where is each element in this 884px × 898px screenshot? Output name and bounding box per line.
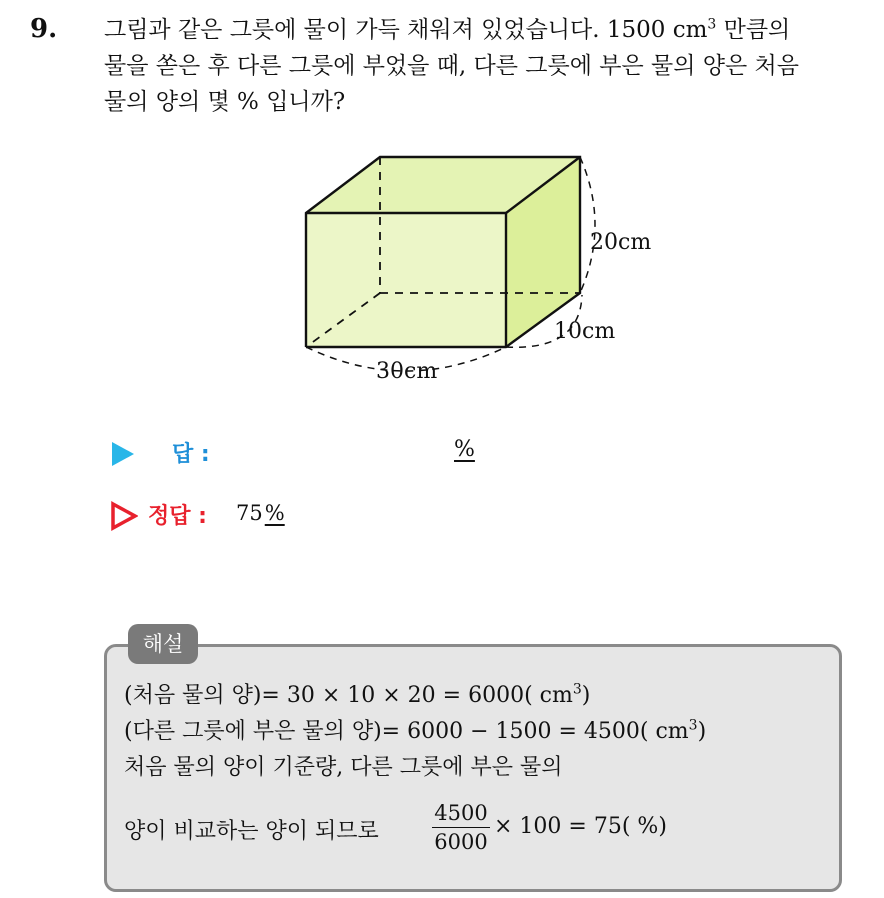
solution-line-1-text: (처음 물의 양)= 30 × 10 × 20 = 6000( cm <box>124 683 573 708</box>
solution-lines <box>124 678 706 786</box>
play-triangle-icon <box>112 442 134 466</box>
solution-line-2 <box>124 714 706 750</box>
solution-line-3: 처음 물의 양이 기준량, 다른 그릇에 부은 물의 <box>124 755 563 780</box>
question-line-2: 물을 쏟은 후 다른 그릇에 부었을 때, 다른 그릇에 부은 물의 양은 처음 <box>104 53 799 79</box>
height-label: 20cm <box>590 230 652 255</box>
correct-answer-unit: % <box>264 501 285 525</box>
question-number: 9. <box>30 14 58 44</box>
solution-tab: 해설 <box>128 624 198 664</box>
fraction-numerator: 4500 <box>432 800 490 828</box>
box-figure <box>290 145 690 395</box>
correct-answer-row <box>110 497 610 537</box>
solution-line-1-exponent: 3 <box>572 681 582 698</box>
answer-row <box>110 435 610 475</box>
answer-label: 답 : <box>172 442 210 467</box>
solution-line-2-exponent: 3 <box>688 717 698 734</box>
solution-line-2-end: ) <box>697 719 707 744</box>
question-line-1 <box>104 12 864 48</box>
correct-answer-value-wrap <box>236 501 285 525</box>
solution-line-1-end: ) <box>581 683 591 708</box>
fraction-denominator: 6000 <box>434 830 488 854</box>
solution-fraction <box>432 800 490 857</box>
solution-line-2-text: (다른 그릇에 부은 물의 양)= 6000 − 1500 = 4500( cm <box>124 719 689 744</box>
question-line-3: 물의 양의 몇 % 입니까? <box>104 89 346 115</box>
height-measure-arc <box>580 157 595 293</box>
question-line-1-text: 그림과 같은 그릇에 물이 가득 채워져 있었습니다. 1500 cm <box>104 17 708 43</box>
width-label: 30cm <box>376 359 438 384</box>
question-unit-exponent: 3 <box>707 16 717 33</box>
correct-answer-label: 정답 : <box>148 504 207 529</box>
answer-unit: % <box>454 437 475 462</box>
question-text <box>104 12 864 120</box>
depth-label: 10cm <box>554 319 616 344</box>
outline-triangle-icon <box>110 501 138 531</box>
correct-answer-value: 75 <box>236 501 263 525</box>
solution-line-4-result: × 100 = 75( %) <box>494 814 667 839</box>
solution-line-4-text: 양이 비교하는 양이 되므로 <box>124 819 379 844</box>
question-line-1-end: 만큼의 <box>716 17 791 43</box>
box-front-face <box>306 213 506 347</box>
solution-line-1 <box>124 678 706 714</box>
